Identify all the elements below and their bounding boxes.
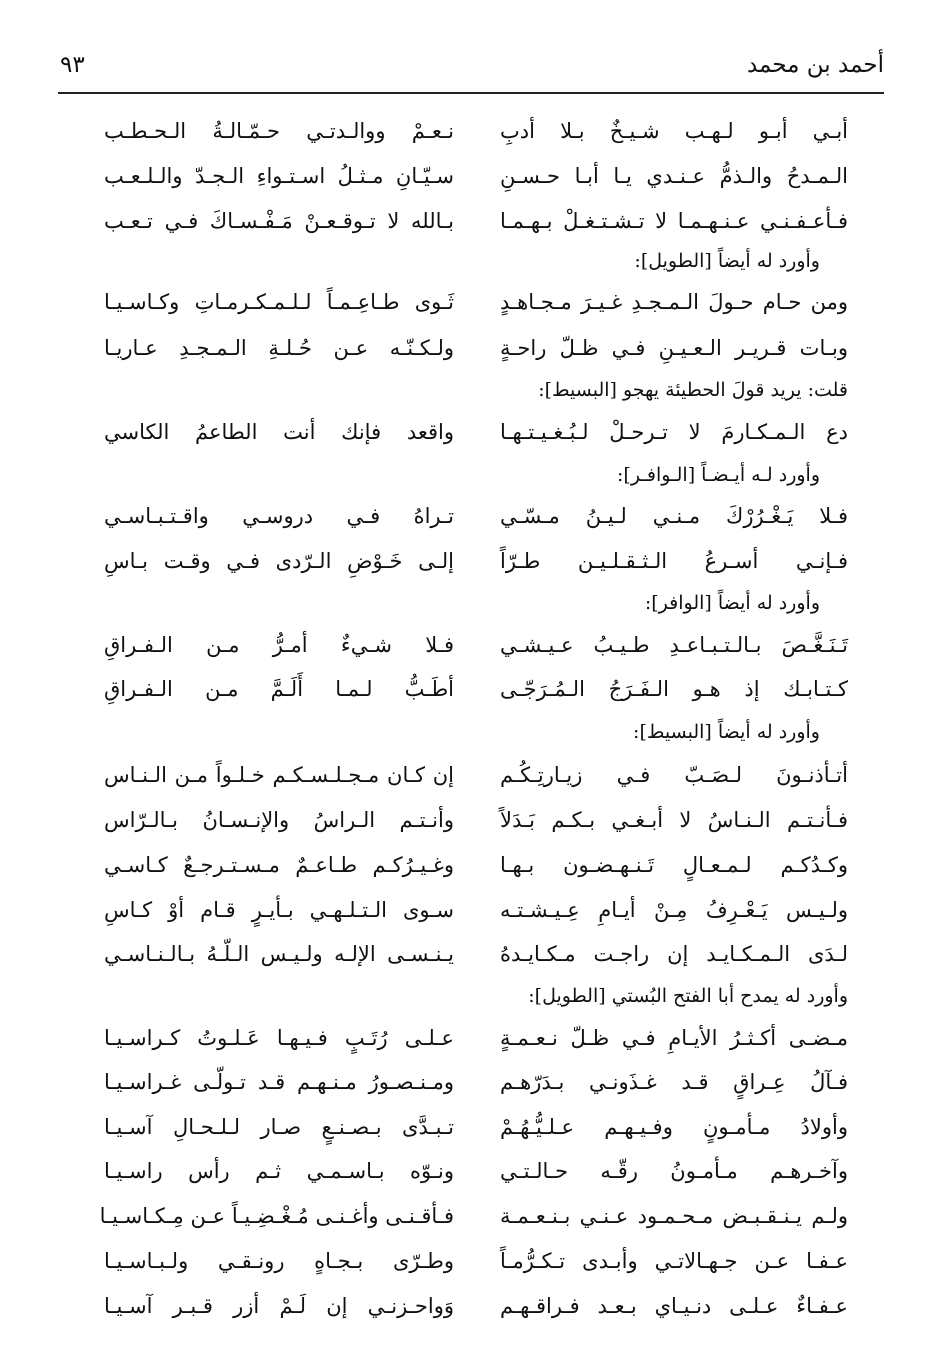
verse-hemistich-first: وآخـرهـم مـأمـونُ رقّـه حـالـتـي	[500, 1159, 848, 1183]
verse-hemistich-second: بـالله لا تـوقـعـنْ مَـفْـسـاكَ فـي تـعـب	[104, 209, 454, 233]
prose-introduction: وأورد له أيضاً [البسيط]:	[633, 721, 820, 743]
verse-hemistich-first: أتـأذنـونَ لـصَـبّ فـي زيـارتِـكُـم	[500, 763, 848, 787]
verse-hemistich-second: تـراهُ فـي دروسـي واقـتـبـاسـي	[104, 504, 454, 528]
prose-introduction: وأورد له يمدح أبا الفتح البُستي [الطويل]:	[528, 985, 848, 1007]
verse-hemistich-second: ولـكـنّـه عـن حُـلـةِ الـمـجـدِ عـاريـا	[104, 336, 454, 360]
verse-hemistich-second: عـلـى رُتَـبٍ فـيـهـا عَـلـوتُ كـراسـيـا	[104, 1026, 454, 1050]
verse-hemistich-second: وطـرّى بـجـاهٍ رونـقـي ولـبـاسـيـا	[104, 1249, 454, 1273]
verse-hemistich-second: وَواحـزنـي إن لَـمْ أزر قـبـر آسـيـا	[104, 1294, 454, 1318]
verse-hemistich-second: وأنـتـم الـراسُ والإنـسـانُ بـالـرّاس	[104, 808, 454, 832]
verse-hemistich-second: فـلا شـيءٌ أمـرُّ مـن الـفـراقِ	[104, 633, 454, 657]
prose-introduction: وأورد له أيضاً [الطويل]:	[634, 250, 820, 272]
verse-hemistich-second: ونـوّه بـاسـمـي ثـم رأس راسـيـا	[104, 1159, 454, 1183]
verse-hemistich-first: فـإنـي أسـرعُ الـثـقـلـيـن طـرّاً	[500, 549, 848, 573]
verse-hemistich-second: وغـيـرُكـم طـاعـمٌ مـسـتـرجـعٌ كـاسـي	[104, 853, 454, 877]
verse-hemistich-second: سـوى الـتـلـهـي بـأيـرٍ قـام أوْ كـاسِ	[104, 898, 454, 922]
verse-hemistich-first: عـفـاءٌ عـلـى دنـيـاي بـعـد فـراقـهـم	[500, 1294, 848, 1318]
verse-hemistich-second: ومـنـصـورُ مـنـهـم قـد تـولّـى غـراسـيـا	[104, 1070, 454, 1094]
verse-hemistich-first: ولـم يـنـقـبـض مـحـمـود عـنـي بـنـعـمـة	[500, 1204, 848, 1228]
verse-hemistich-first: ومن حـام حـولَ الـمـجـدِ غـيـرَ مـجـاهـدٍ	[500, 290, 848, 314]
verse-hemistich-second: ثَـوى طـاعِـمـاً لـلـمـكـرمـاتِ وكـاسـيـا	[104, 290, 454, 314]
header-divider	[58, 92, 884, 94]
running-header-title: أحمد بن محمد	[746, 52, 884, 78]
prose-introduction: قلت: يريد قولَ الحطيئة يهجو [البسيط]:	[538, 379, 848, 401]
prose-introduction: وأورد له أيضاً [الوافر]:	[644, 592, 820, 614]
verse-hemistich-first: فـلا يَـغْـرُرْكَ مـنـي لـيـنُ مـسّـي	[500, 504, 848, 528]
verse-hemistich-first: فـأنـتـم الـنـاسُ لا أبـغـي بـكـم بَـدَلاً	[500, 808, 848, 832]
verse-hemistich-second: إن كـان مـجـلـسـكـم خـلـواً مـن الـنـاس	[104, 763, 454, 787]
verse-hemistich-first: أبـي أبـو لـهـب شـيـخٌ بـلا أدبِ	[500, 119, 848, 143]
verse-hemistich-first: دع الـمـكـارمَ لا تـرحـلْ لـبُـغـيـتـهـا	[500, 420, 848, 444]
verse-hemistich-second: نـعـمْ ووالـدتـي حـمّـالـةُ الـحـطـب	[104, 119, 454, 143]
verse-hemistich-first: وبـات قـريـر الـعـيـنِ فـي ظـلّ راحـةٍ	[500, 336, 848, 360]
page-number: ٩٣	[60, 52, 85, 78]
verse-hemistich-first: عـفـا عـن جـهـالاتـي وأبـدى تـكـرُّمـاً	[500, 1249, 848, 1273]
verse-hemistich-first: وكـدُكـم لـمـعـالٍ تَـنـهـضـون بـهـا	[500, 853, 848, 877]
verse-hemistich-first: فـأعـفـنـي عـنـهـمـا لا تـشـتـغـلْ بـهـمـا	[500, 209, 848, 233]
prose-introduction: وأورد لـه أيـضـاً [الـوافـر]:	[617, 464, 820, 486]
verse-hemistich-first: ولـيـس يَـعْـرِفُ مِـنْ أيـامِ عِـيـشـتـه	[500, 898, 848, 922]
verse-hemistich-first: مـضـى أكـثـرُ الأيـامِ فـي ظـلّ نـعـمـةٍ	[500, 1026, 848, 1050]
verse-hemistich-second: أطَـبُّ لـمـا أَلَـمَّ مـن الـفـراقِ	[104, 677, 454, 701]
verse-hemistich-first: وأولادُ مـأمـونٍ وفـيـهـم عـلـيُّـهُـمْ	[500, 1115, 848, 1139]
verse-hemistich-first: الـمـدحُ والـذمُّ عـنـدي يـا أبـا حـسـنِ	[500, 164, 848, 188]
verse-hemistich-second: تـبـدَّى بـصـنـعٍ صـار لـلـحـالِ آسـيـا	[104, 1115, 454, 1139]
verse-hemistich-first: فـآلُ عِـراقٍ قـد غـذَونـي بـدَرّهـم	[500, 1070, 848, 1094]
verse-hemistich-second: واقعد فإنك أنت الطاعمُ الكاسي	[104, 420, 454, 444]
verse-hemistich-first: لـدَى الـمـكـايـد إن راجـت مـكـايـدهُ	[500, 942, 848, 966]
verse-hemistich-second: فـأقـنـى وأغـنـى مُـغْـضِـيـاً عـن مِـكـاسـيـا	[99, 1204, 454, 1228]
verse-hemistich-first: تَـنَـغَّـصَ بـالـتـبـاعـدِ طـيـبُ عـيـشـي	[500, 633, 848, 657]
verse-hemistich-second: سـيّـانِ مـثـلُ اسـتـواءِ الـجـدّ والـلـعـب	[104, 164, 454, 188]
verse-hemistich-second: يـنـسـى الإلـه ولـيـس الـلّـهُ بـالـنـاسـي	[104, 942, 454, 966]
verse-hemistich-second: إلـى خَـوْضِ الـرّدى فـي وقـت بـاسِ	[104, 549, 454, 573]
verse-hemistich-first: كـتـابـك إذ هـو الـفَـرَجُ الـمُـرَجّـى	[500, 677, 848, 701]
